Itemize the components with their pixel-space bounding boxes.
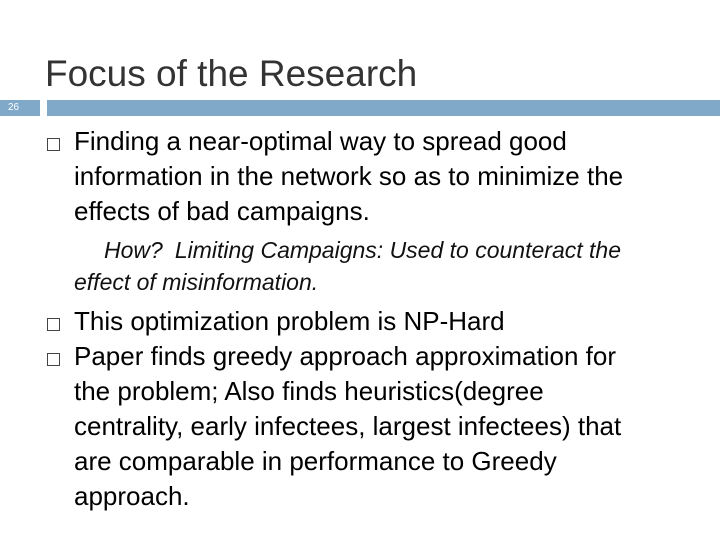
bullet-line: effects of bad campaigns. (74, 196, 370, 226)
bullet-text (74, 124, 623, 229)
bullet-line: Finding a near-optimal way to spread good (74, 126, 567, 156)
bullet-text (74, 304, 505, 339)
page-number: 26 (8, 102, 20, 113)
title-divider-bar (47, 100, 720, 116)
bullet-line: the problem; Also finds heuristics(degree (74, 376, 544, 406)
slide-title: Focus of the Research (45, 53, 418, 94)
bullet-line: This optimization problem is NP-Hard (74, 306, 505, 336)
sub-note (74, 234, 704, 298)
bullet-line: approach. (74, 481, 190, 511)
bullet-square-icon (47, 353, 60, 366)
bullet-line: centrality, early infectees, largest infectees) that (74, 411, 622, 441)
bullet-square-icon (47, 318, 60, 331)
bullet-line: information in the network so as to minimize the (74, 161, 624, 191)
sub-note-lead: How? (104, 237, 163, 263)
bullet-square-icon (47, 138, 60, 151)
bullet-line: Paper finds greedy approach approximation for (74, 341, 616, 371)
bullet-line: are comparable in performance to Greedy (74, 446, 557, 476)
bullet-text (74, 339, 621, 514)
sub-note-line2: effect of misinformation. (74, 269, 319, 295)
page-number-badge (0, 100, 40, 116)
sub-note-text: Limiting Campaigns: Used to counteract the (174, 237, 621, 263)
